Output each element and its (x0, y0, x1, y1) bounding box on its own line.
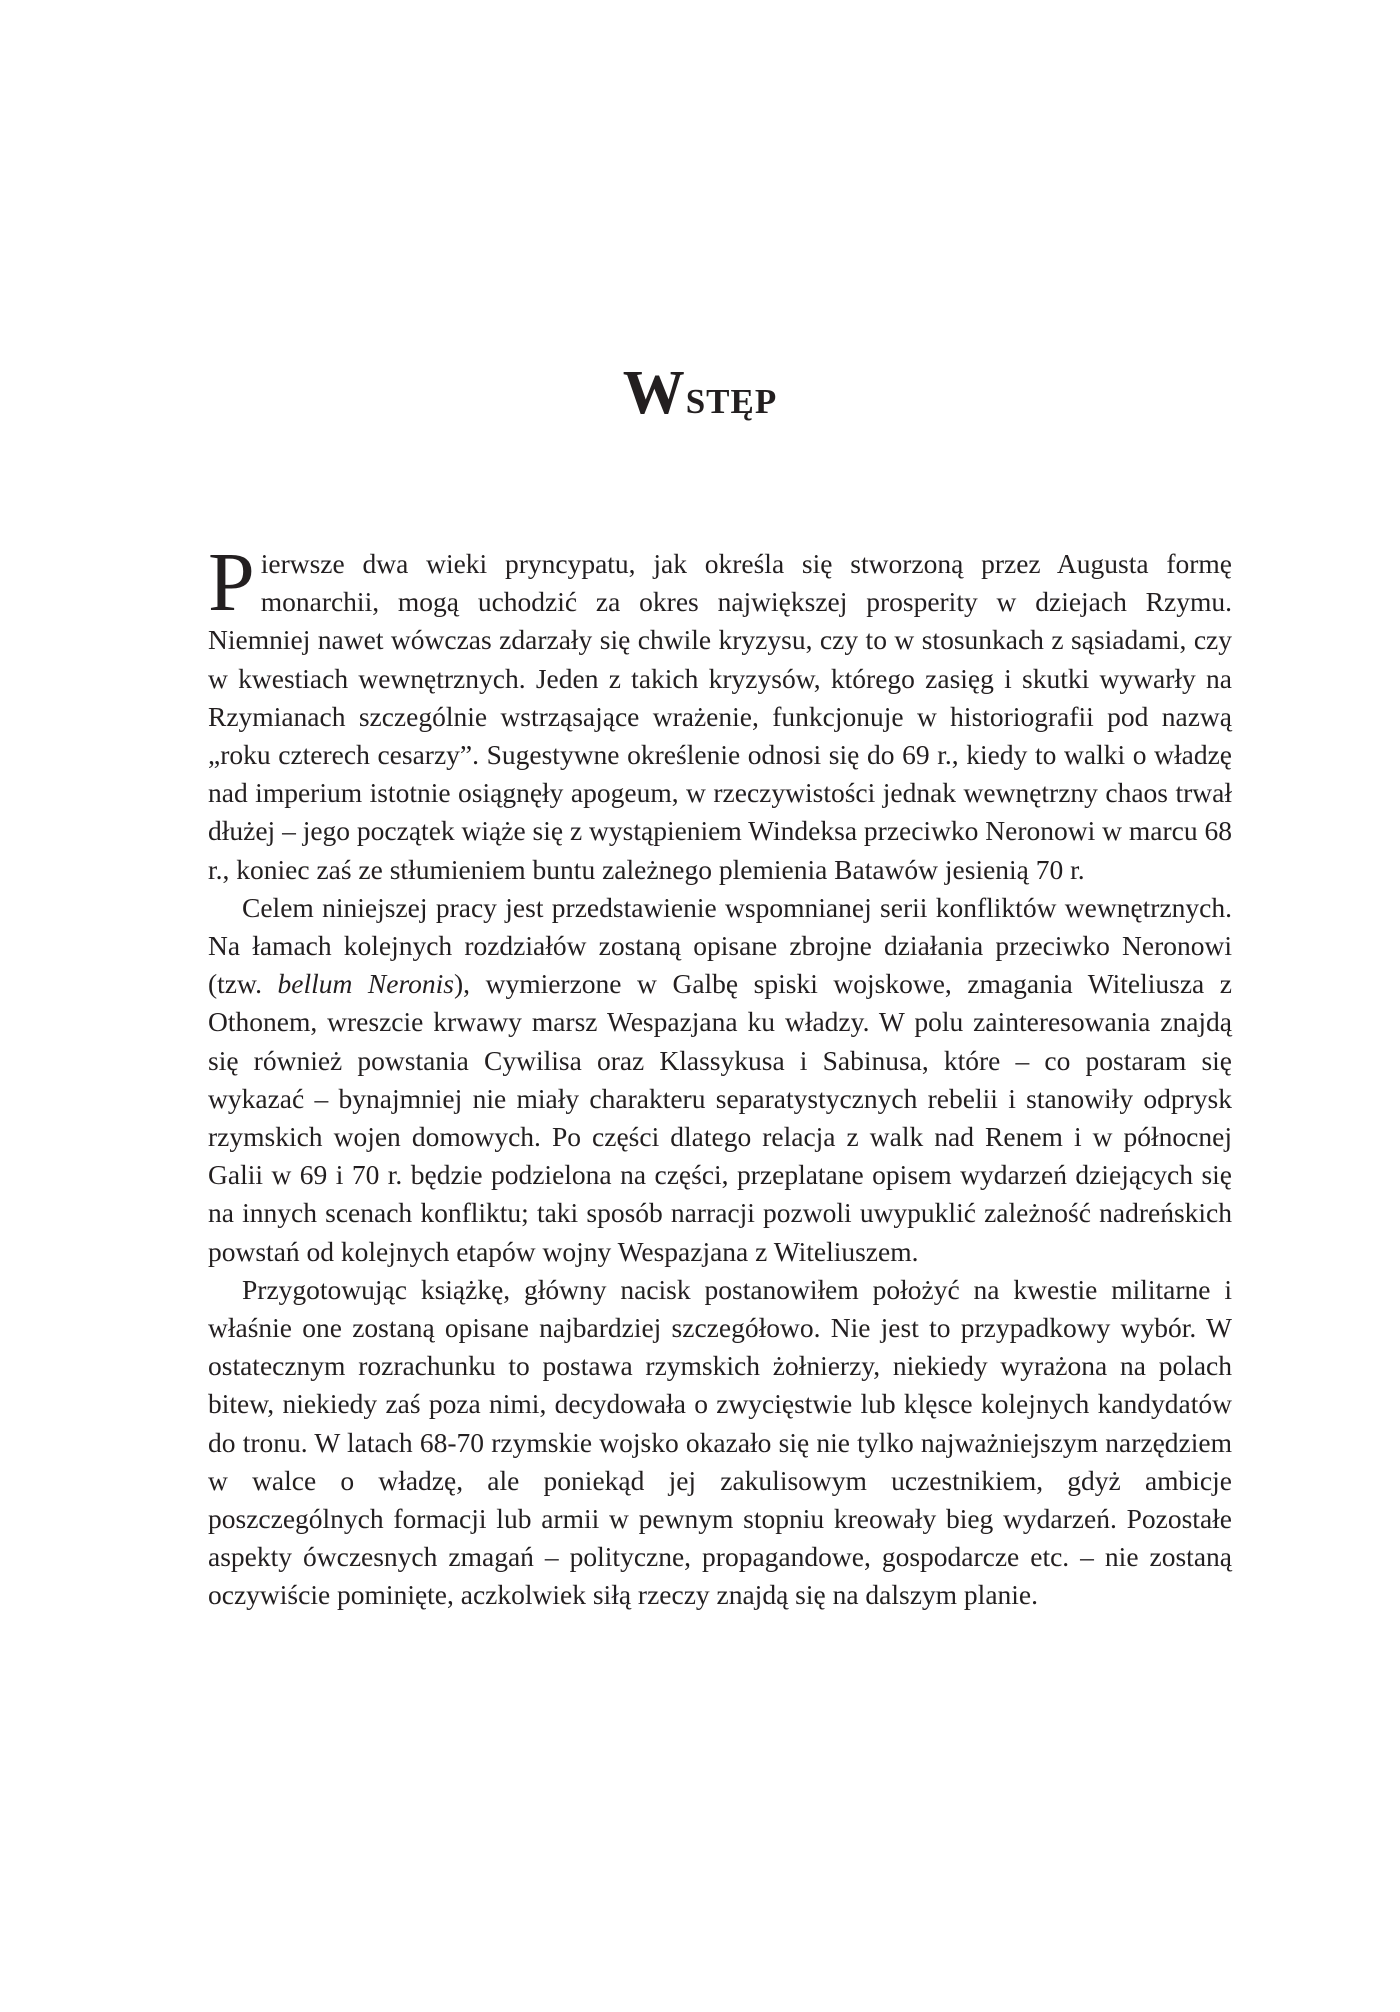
chapter-title-initial: W (622, 359, 686, 427)
chapter-title-rest: stęp (685, 368, 778, 424)
paragraph-1-text: ierwsze dwa wieki pryncypatu, jak określa się stworzoną przez Augusta formę monarchii, mogą uchodzić za okres największej prosperity w dziejach Rzymu. Niemniej nawet wówczas zdarzały się chwile kryzysu, czy to w stosunkach z sąsiadami, czy w kwestiach wewnętrznych. Jeden z takich kryzysów, którego zasięg i skutki wywarły na Rzymianach szczególnie wstrząsające wrażenie, funkcjonuje w historiografii pod nazwą „roku czterech cesarzy”. Sugestywne określenie odnosi się do 69 r., kiedy to walki o władzę nad imperium istotnie osiągnęły apogeum, w rzeczywistości jednak wewnętrzny chaos trwał dłużej – jego początek wiąże się z wystąpieniem Windeksa przeciwko Neronowi w marcu 68 r., koniec zaś ze stłumieniem buntu zależnego plemienia Batawów jesienią 70 r. (208, 548, 1232, 885)
paragraph-1 (208, 536, 1232, 889)
paragraph-2-italic-term: bellum Neronis (277, 968, 454, 1000)
chapter-title (0, 359, 1400, 427)
paragraph-2-text-start: Celem niniejszej pracy jest przedstawienie wspomnianej serii konfliktów wewnętrznych. Na łamach kolejnych rozdziałów zostaną opisane zbrojne działania przeciwko Neronowi (tzw. (208, 891, 1232, 1000)
paragraph-3-text: Przygotowując książkę, główny nacisk postanowiłem położyć na kwestie militarne i właśnie one zostaną opisane najbardziej szczegółowo. Nie jest to przypadkowy wybór. W ostatecznym rozrachunku to postawa rzymskich żołnierzy, niekiedy wyrażona na polach bitew, niekiedy zaś poza nimi, decydowała o zwycięstwie lub klęsce kolejnych kandydatów do tronu. W latach 68-70 rzymskie wojsko okazało się nie tylko najważniejszym narzędziem w walce o władzę, ale poniekąd jej zakulisowym uczestnikiem, gdyż ambicje poszczególnych formacji lub armii w pewnym stopniu kreowały bieg wydarzeń. Pozostałe aspekty ówczesnych zmagań – polityczne, propagandowe, gospodarcze etc. – nie zostaną oczywiście pominięte, aczkolwiek siłą rzeczy znajdą się na dalszym planie. (208, 1273, 1232, 1611)
paragraph-3 (208, 1271, 1232, 1615)
paragraph-2-text-end: ), wymierzone w Galbę spiski wojskowe, zmagania Witeliusza z Othonem, wreszcie krwawy marsz Wespazjana ku władzy. W polu zainteresowania znajdą się również powstania Cywilisa oraz Klassykusa i Sabinusa, które – co postaram się wykazać – bynajmniej nie miały charakteru separatystycznych rebelii i stanowiły odprysk rzymskich wojen domowych. Po części dlatego relacja z walk nad Renem i w północnej Galii w 69 i 70 r. będzie podzielona na części, przeplatane opisem wydarzeń dziejących się na innych scenach konfliktu; taki sposób narracji pozwoli uwypuklić zależność nadreńskich powstań od kolejnych etapów wojny Wespazjana z Witeliuszem. (208, 968, 1233, 1267)
paragraph-2 (208, 889, 1232, 1271)
drop-cap: P (208, 536, 255, 629)
body-text (208, 536, 1233, 1615)
